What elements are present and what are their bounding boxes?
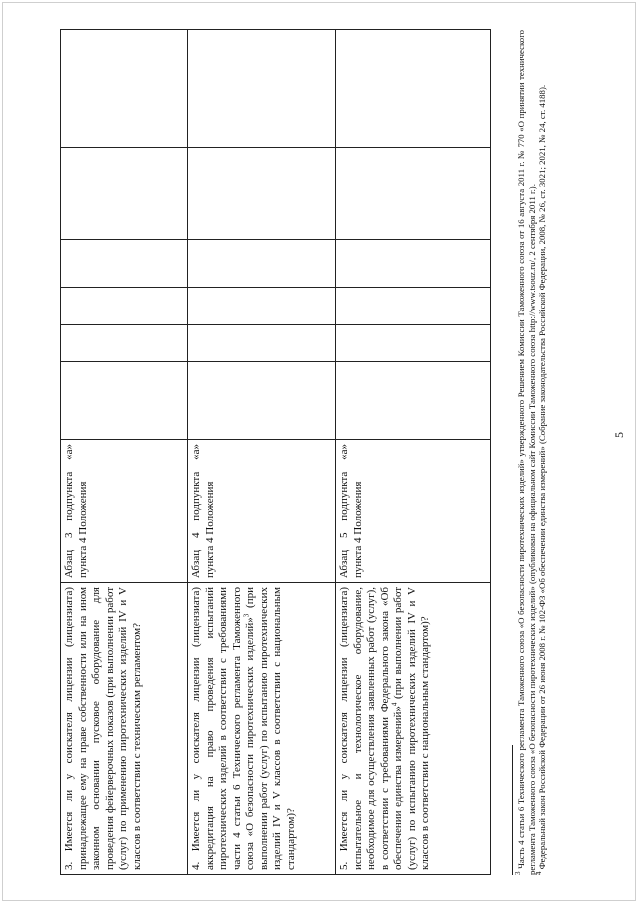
footnote-ref: 4 — [390, 702, 399, 707]
requirement-cell: Абзац 4 подпункта «а» пункта 4 Положения — [188, 440, 336, 583]
table-row — [61, 30, 188, 875]
empty-cell — [61, 240, 188, 288]
question-cell — [61, 583, 188, 875]
empty-cell — [336, 240, 491, 288]
footnote-mark: 4 — [535, 871, 544, 875]
empty-cell — [61, 325, 188, 362]
empty-cell — [188, 325, 336, 362]
row-number: 4. — [190, 861, 202, 870]
footnote-text: Часть 4 статьи 6 Технического регламента Таможенного союза «О безопасности пиротехнических изделий» утвержденного Решением Комиссии Таможенного союза от 16 августа 2011 г. № 770 «О принятии технического регламента Таможенного союза «О безопасности пиротехнических изделий» (опубликован на официальном сайт Комиссии Таможенного союза http://www.tsouz.ru/, 2 сентября 2011 г.). — [516, 30, 537, 875]
page-number: 5 — [612, 432, 626, 438]
footnote-divider — [512, 745, 513, 875]
empty-cell — [61, 288, 188, 325]
footnote — [537, 30, 548, 875]
empty-cell — [188, 362, 336, 440]
empty-cell — [336, 288, 491, 325]
footnote-mark: 3 — [514, 871, 523, 875]
requirement-cell: Абзац 3 подпункта «а» пункта 4 Положения — [61, 440, 188, 583]
question-text-tail: (при выполнении работ (услуг) по испытанию пиротехнических изделий IV и V классов в соответствии с национальным стандартом)? — [244, 587, 297, 870]
question-text-tail: (при выполнении работ (услуг) по испытанию пиротехнических изделий IV и V классов в соответствии с национальным стандартом)? — [392, 587, 431, 870]
footnote-text: Федеральный закон Российской Федерации от 26 июня 2008 г. № 102-ФЗ «Об обеспечении единства измерений» (Собрание законодательства Российской Федерации, 2008, № 26, ст. 3021; 2021, № 24, ст. 4188). — [537, 84, 547, 872]
empty-cell — [188, 30, 336, 148]
question-text: Имеется ли у соискателя лицензии (лицензиата) испытательное и технологическое оборудование, необходимое для осуществления заявленных работ (услуг), в соответствии с требованиями Федерального закона «Об обеспечении единства измерений» — [338, 587, 404, 870]
empty-cell — [61, 30, 188, 148]
question-cell — [336, 583, 491, 875]
empty-cell — [336, 148, 491, 240]
footnote — [516, 30, 537, 875]
empty-cell — [336, 362, 491, 440]
empty-cell — [188, 148, 336, 240]
empty-cell — [188, 240, 336, 288]
table-row — [188, 30, 336, 875]
row-number: 5. — [338, 861, 350, 870]
rotated-page-content — [60, 30, 580, 875]
checklist-table — [60, 29, 491, 875]
question-text: Имеется ли у соискателя лицензии (лицензиата) аккредитация на право проведения испытаний пиротехнических изделий в соответствии с требованиями части 4 статьи 6 Технического регламента Таможенного союза «О безопасности пиротехнических изделий» — [190, 587, 256, 870]
table-row — [336, 30, 491, 875]
question-cell — [188, 583, 336, 875]
requirement-cell: Абзац 5 подпункта «а» пункта 4 Положения — [336, 440, 491, 583]
footnotes — [512, 30, 548, 875]
empty-cell — [336, 30, 491, 148]
footnote-ref: 3 — [242, 613, 251, 618]
question-text: Имеется ли у соискателя лицензии (лицензиата) принадлежащее ему на праве собственности или на ином законном основании пусковое оборудование для проведения фейерверочных показов (при выполнении работ (услуг) по применению пиротехнических изделий IV и V классов в соответствии с техническим регламентом? — [63, 587, 143, 870]
empty-cell — [61, 362, 188, 440]
empty-cell — [336, 325, 491, 362]
empty-cell — [188, 288, 336, 325]
row-number: 3. — [63, 861, 75, 870]
empty-cell — [61, 148, 188, 240]
